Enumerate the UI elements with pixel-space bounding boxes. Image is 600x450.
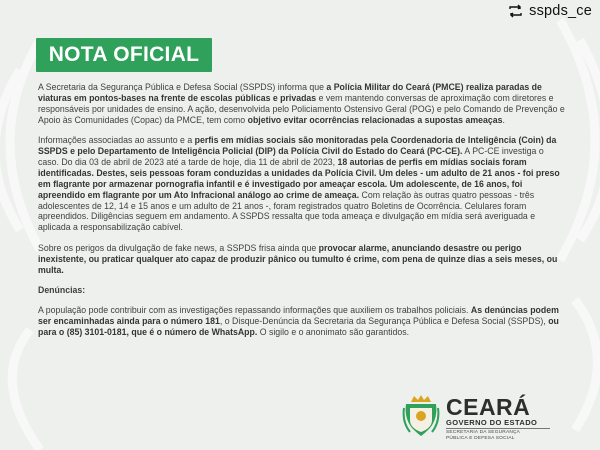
repost-icon [507,4,524,18]
logo-state-name: CEARÁ [446,393,531,420]
repost-username[interactable]: sspds_ce [529,3,592,19]
logo-divider [446,428,550,429]
ceara-government-logo [402,394,550,443]
logo-text [446,393,550,442]
logo-secretariat-line2: PÚBLICA E DEFESA SOCIAL [446,435,515,441]
page-title: NOTA OFICIAL [48,43,200,66]
denuncias-heading: Denúncias: [38,285,86,295]
paragraph-fake-news: Sobre os perigos da divulgação de fake news, a SSPDS frisa ainda que provocar alarme, anunciando desastre ou perigo inexistente, ou praticar qualquer ato capaz de produzir pânico ou tumulto é crime, com pena de quinze dias a seis meses, ou multa. [38,242,558,275]
paragraph-denuncias: A população pode contribuir com as investigações repassando informações que auxiliem os trabalhos policiais. As denúncias podem ser encaminhadas ainda para o número 181, o Disque-Denúncia da Secretaria da Segurança Pública e Defesa Social (SSPDS), ou para o (85) 3101-0181, que é o número de WhatsApp. O sigilo e o anonimato são garantidos. [38,305,559,338]
coat-of-arms-icon [402,394,440,443]
paragraph-intro: A Secretaria da Segurança Pública e Defesa Social (SSPDS) informa que a Polícia Militar do Ceará (PMCE) realiza paradas de viaturas em pontos-bases na frente de escolas públicas e privadas e vem mantendo conversas de aproximação com diretores e responsáveis por unidades de ensino. A ação, desenvolvida pelo Policiamento Ostensivo Geral (POG) e pelo Comando de Prevenção e Apoio às Comunidades (Copac) da PMCE, tem como objetivo evitar ocorrências relacionadas a supostas ameaças. [38,82,565,125]
logo-government: GOVERNO DO ESTADO [446,417,538,427]
note-body [38,82,566,348]
title-banner [36,38,212,72]
paragraph-investigation: Informações associadas ao assunto e a perfis em mídias sociais são monitoradas pela Coordenadoria de Inteligência (Coin) da SSPDS e pelo Departamento de Inteligência Policial (DIP) da Polícia Civil do Estado do Ceará (PC-CE). A PC-CE investiga o caso. Do dia 03 de abril de 2023 até a tarde de hoje, dia 11 de abril de 2023, 18 autorias de perfis em mídias sociais foram identificadas. Destes, seis pessoas foram conduzidas a unidades da Polícia Civil. Um deles - um adulto de 21 anos - foi preso em flagrante por armazenar pornografia infantil e é investigado por ameaçar escola. Um adolescente, de 16 anos, foi apreendido em flagrante por um Ato Infracional análogo ao crime de ameaça. Com relação às outras quatro pessoas - três adolescentes de 12, 14 e 15 anos e um adulto de 21 anos -, foram registrados quatro Boletins de Ocorrência. Celulares foram apreendidos. Diligências seguem em andamento. A SSPDS ressalta que toda ameaça e divulgação em mídia será averiguada e aplicada a responsabilização cabível. [38,135,560,233]
repost-header[interactable] [507,3,592,19]
logo-secretariat-line1: SECRETARIA DA SEGURANÇA [446,429,521,435]
